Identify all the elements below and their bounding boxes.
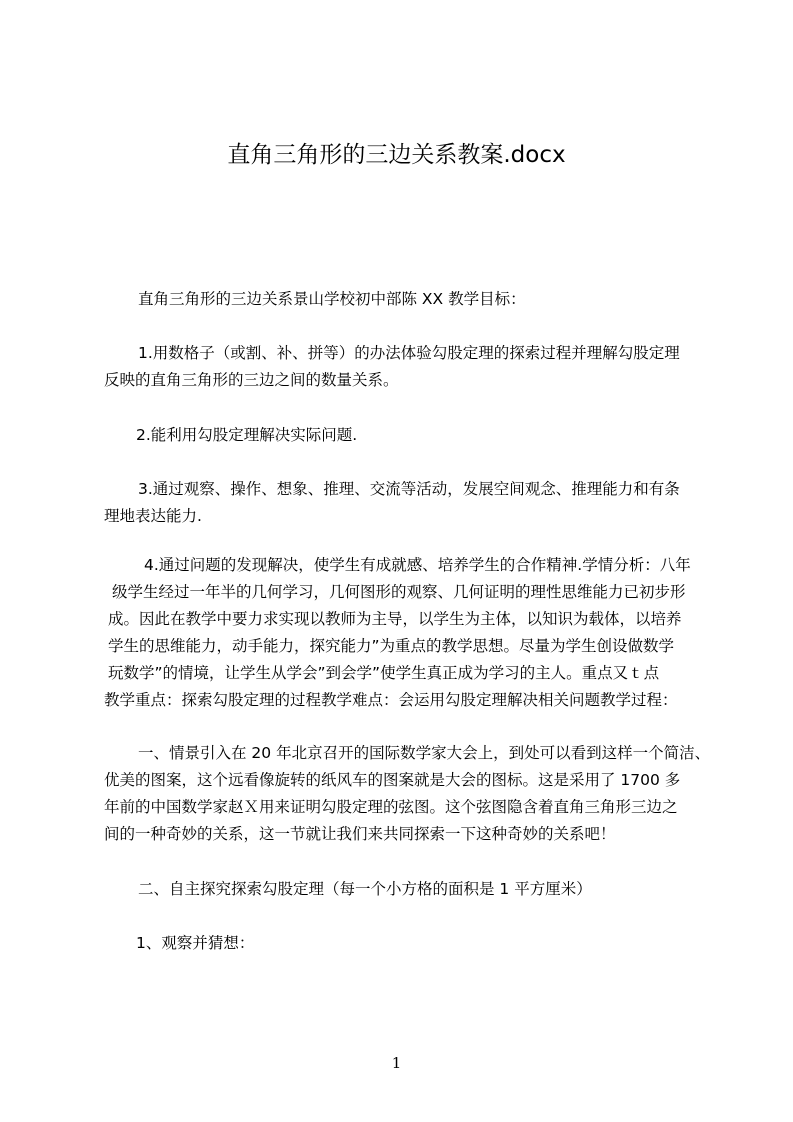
paragraph-goal-1 [104,340,722,394]
text-line: 直角三角形的三边关系景山学校初中部陈 XX 教学目标： [138,290,526,308]
text-line: 教学重点：探索勾股定理的过程教学难点：会运用勾股定理解决相关问题教学过程： [104,691,678,709]
text-line: 1.用数格子（或割、补、拼等）的办法体验勾股定理的探索过程并理解勾股定理 [138,344,680,362]
text-line: 学生的思维能力，动手能力，探究能力”为重点的教学思想。尽量为学生创设做数学 [108,637,675,655]
paragraph-intro [138,286,698,313]
text-line: 3.通过观察、操作、想象、推理、交流等活动，发展空间观念、推理能力和有条 [138,480,680,498]
paragraph-section-1 [104,740,722,848]
text-line: 年前的中国数学家赵Ｘ用来证明勾股定理的弦图。这个弦图隐含着直角三角形三边之 [104,798,678,816]
paragraph-goal-4 [104,552,722,714]
text-line: 二、自主探究探索勾股定理（每一个小方格的面积是 1 平方厘米） [138,880,592,898]
text-line: 1、观察并猜想： [136,934,255,952]
paragraph-goal-3 [104,476,722,530]
text-line: 2.能利用勾股定理解决实际问题. [136,426,358,444]
text-line: 理地表达能力. [104,507,202,525]
text-line: 4.通过问题的发现解决，使学生有成就感、培养学生的合作精神.学情分析：八年 [144,556,691,574]
text-line: 玩数学”的情境，让学生从学会”到会学”使学生真正成为学习的主人。重点又ｔ点 [108,664,660,682]
document-title: 直角三角形的三边关系教案.docx [227,142,566,168]
paragraph-section-3 [104,930,722,957]
text-line: 级学生经过一年半的几何学习，几何图形的观察、几何证明的理性思维能力已初步形 [112,583,686,601]
paragraph-goal-2 [104,422,722,449]
paragraph-section-2 [104,876,722,903]
text-line: 一、情景引入在 20 年北京召开的国际数学家大会上，到处可以看到这样一个简洁、 [138,744,711,762]
text-line: 间的一种奇妙的关系，这一节就让我们来共同探索一下这种奇妙的关系吧！ [104,825,616,843]
text-line: 优美的图案，这个远看像旋转的纸风车的图案就是大会的图标。这是采用了 1700 多 [104,771,681,789]
page-number: 1 [391,1054,402,1072]
text-line: 反映的直角三角形的三边之间的数量关系。 [104,371,399,389]
text-line: 成。因此在教学中要力求实现以教师为主导，以学生为主体，以知识为载体，以培养 [108,610,682,628]
